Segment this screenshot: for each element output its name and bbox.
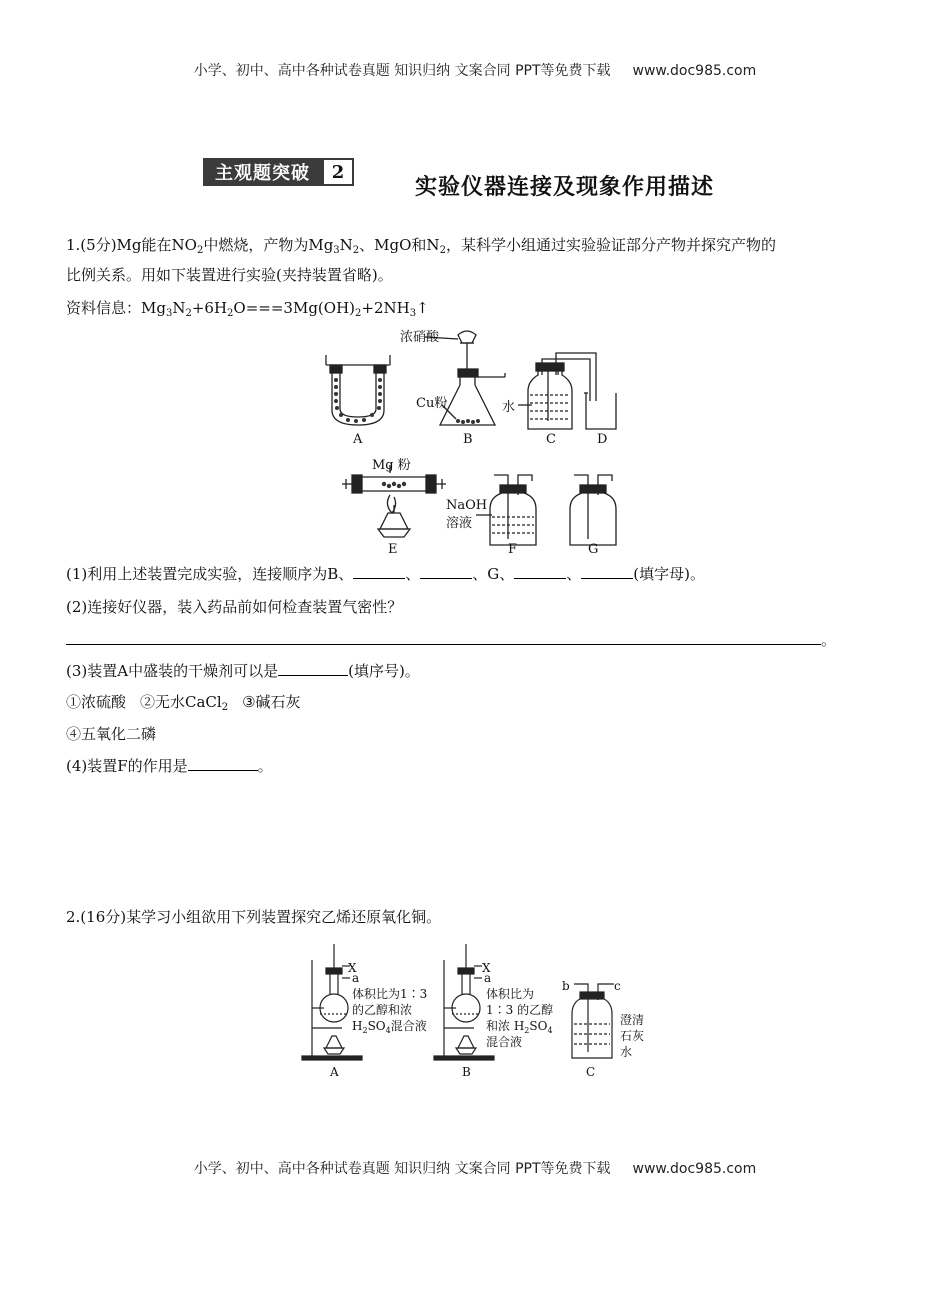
label-d: D (597, 432, 608, 447)
label-fig2-c: C (586, 1065, 596, 1078)
label-a-line3: $H_2SO_4$混合液 (352, 1019, 427, 1035)
label-cu: Cu粉 (416, 396, 448, 411)
label-a-line1: 体积比为1∶3 (352, 987, 428, 1001)
label-a: A (353, 432, 363, 447)
label-x-a: X (348, 961, 357, 975)
bottle-g (570, 475, 616, 545)
q2-intro: 2.(16分)某学习小组欲用下列装置探究乙烯还原氧化铜。 (66, 908, 442, 926)
label-f: F (508, 542, 518, 557)
label-c-line2: 石灰 (620, 1029, 645, 1043)
answer-blank[interactable] (188, 755, 258, 771)
q1-part2: (2)连接好仪器，装入药品前如何检查装置气密性？ (66, 598, 403, 616)
label-g: G (588, 542, 599, 557)
q1-apparatus-figure (320, 325, 640, 557)
bottle-c (518, 353, 596, 429)
header-text: 小学、初中、高中各种试卷真题 知识归纳 文案合同 PPT等免费下载 (193, 63, 611, 79)
label-mg: Mg 粉 (372, 458, 411, 473)
label-naoh: NaOH (446, 498, 488, 513)
label-b-line4: 混合液 (486, 1035, 523, 1049)
label-c-line1: 澄清 (620, 1013, 645, 1027)
q1-part4: (4)装置F的作用是 。 (66, 757, 273, 775)
badge-number: 2 (322, 158, 354, 186)
tube-e (342, 465, 446, 537)
footer-text: 小学、初中、高中各种试卷真题 知识归纳 文案合同 PPT等免费下载 (193, 1161, 611, 1177)
q1-part3: (3)装置A中盛装的干燥剂可以是 (填序号)。 (66, 662, 420, 680)
q1-part1: (1)利用上述装置完成实验，连接顺序为B、 、 、G、 、 (填字母)。 (66, 565, 706, 583)
label-water: 水 (502, 400, 516, 415)
page-footer (0, 1158, 950, 1178)
q1-intro-line1: 1.(5分)Mg能在$NO_2$中燃烧，产物为$Mg_3N_2$、MgO和$N_2$，某科学小组通过实验验证部分产物并探究产物的 (66, 236, 776, 256)
label-fig2-a: A (330, 1065, 339, 1078)
label-port-b: b (562, 979, 570, 993)
label-c-line3: 水 (620, 1045, 633, 1059)
label-b-line3: 和浓 $H_2SO_4$ (486, 1019, 553, 1035)
footer-site[interactable]: www.doc985.com (632, 1161, 757, 1177)
q1-options: ①浓硫酸 ②无水CaCl$_2$ ③碱石灰 (66, 693, 301, 713)
answer-line[interactable] (66, 629, 821, 645)
answer-blank[interactable] (278, 660, 348, 676)
label-a-port: a (352, 971, 360, 985)
q1-info: 资料信息：$Mg_3N_2+6H_2O===3Mg(OH)_2+2NH_3↑$ (66, 299, 429, 319)
flask-b (440, 331, 505, 425)
label-a-line2: 的乙醇和浓 (352, 1003, 413, 1017)
answer-blank[interactable] (353, 563, 405, 579)
label-b-line1: 体积比为 (486, 987, 535, 1001)
bottle-c2 (572, 984, 614, 1058)
q1-part2-answer: 。 (66, 629, 836, 651)
label-x-b: X (482, 961, 491, 975)
label-b: B (463, 432, 473, 447)
label-port-c: c (614, 979, 621, 993)
answer-blank[interactable] (581, 563, 633, 579)
header-site[interactable]: www.doc985.com (632, 63, 757, 79)
label-b-port: a (484, 971, 492, 985)
label-c: C (546, 432, 556, 447)
label-e: E (388, 542, 398, 557)
answer-blank[interactable] (420, 563, 472, 579)
q1-option4: ④五氧化二磷 (66, 725, 157, 743)
page-title: 实验仪器连接及现象作用描述 (415, 175, 715, 200)
beaker-d (584, 393, 616, 429)
q2-apparatus-figure (298, 938, 688, 1078)
q1-intro-line2: 比例关系。用如下装置进行实验(夹持装置省略)。 (66, 266, 393, 284)
badge-label: 主观题突破 (203, 158, 322, 186)
page-header (0, 60, 950, 80)
label-b-line2: 1∶3 的乙醇 (486, 1003, 554, 1017)
u-tube-a (326, 355, 390, 425)
label-acid: 浓硝酸 (400, 330, 440, 345)
section-badge (203, 158, 354, 186)
answer-blank[interactable] (514, 563, 566, 579)
label-fig2-b: B (462, 1065, 471, 1078)
label-soln: 溶液 (446, 516, 473, 531)
